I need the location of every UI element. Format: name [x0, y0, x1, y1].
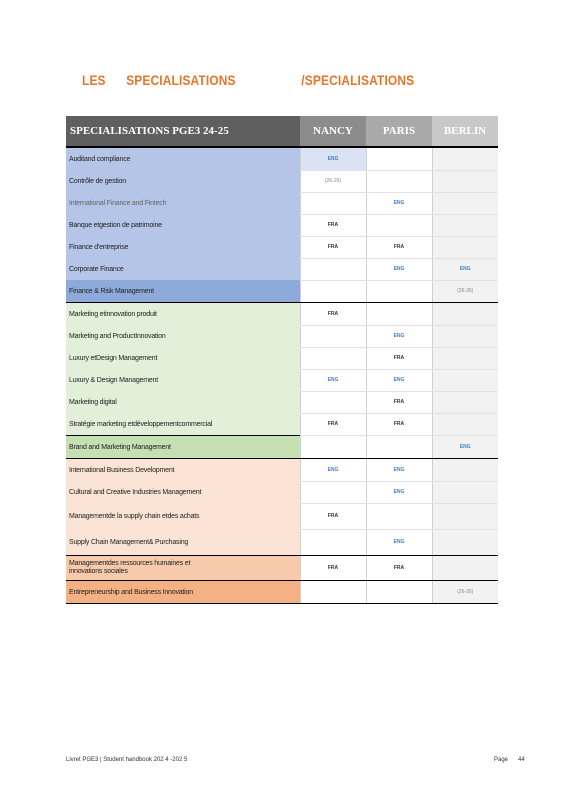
cell-nancy: (26-26) [300, 170, 366, 192]
table-row [66, 369, 498, 391]
row-name: Auditand compliance [66, 147, 300, 170]
footer-text: Livret PGE3 | Student handbook 202 4 -202 5 [66, 757, 188, 763]
table-row [66, 556, 498, 581]
row-name: Luxury & Design Management [66, 369, 300, 391]
table-row [66, 258, 498, 280]
row-name-line2: innovations sociales [69, 568, 128, 575]
cell-berlin: (26-26) [432, 581, 498, 604]
row-name: Banque etgestion de patrimoine [66, 214, 300, 236]
cell-berlin [432, 170, 498, 192]
row-name: Marketing digital [66, 391, 300, 413]
header-paris: PARIS [366, 116, 432, 147]
cell-nancy [300, 280, 366, 303]
specialisations-table [66, 116, 498, 604]
row-name: Managementde la supply chain etdes achats [66, 503, 300, 529]
row-name: Luxury etDesign Management [66, 347, 300, 369]
row-name: Cultural and Creative Industries Management [66, 481, 300, 503]
cell-nancy: FRA [300, 413, 366, 436]
cell-paris: ENG [366, 258, 432, 280]
cell-nancy [300, 192, 366, 214]
row-name: Entrepreneurship and Business Innovation [66, 581, 300, 604]
table-row [66, 214, 498, 236]
cell-berlin: ENG [432, 436, 498, 459]
table-row [66, 170, 498, 192]
cell-nancy: FRA [300, 503, 366, 529]
table-row [66, 436, 498, 459]
header-berlin: BERLIN [432, 116, 498, 147]
table-row [66, 192, 498, 214]
cell-nancy [300, 436, 366, 459]
cell-berlin [432, 413, 498, 436]
cell-nancy [300, 391, 366, 413]
cell-paris [366, 503, 432, 529]
table-row [66, 581, 498, 604]
cell-nancy [300, 581, 366, 604]
cell-berlin [432, 391, 498, 413]
row-name: International Finance and Fintech [66, 192, 300, 214]
table-row [66, 529, 498, 556]
row-name: Marketing etinnovation produit [66, 303, 300, 326]
cell-berlin [432, 347, 498, 369]
cell-nancy [300, 325, 366, 347]
cell-berlin [432, 529, 498, 556]
page-indicator [494, 757, 525, 763]
cell-paris: ENG [366, 481, 432, 503]
cell-berlin [432, 503, 498, 529]
page-number: 44 [518, 757, 525, 763]
cell-paris [366, 214, 432, 236]
cell-berlin [432, 236, 498, 258]
table-header-row [66, 116, 498, 147]
cell-nancy [300, 529, 366, 556]
cell-berlin: ENG [432, 258, 498, 280]
table-row [66, 325, 498, 347]
row-name-line1: Managementdes ressources humaines et [69, 560, 191, 567]
cell-nancy: FRA [300, 556, 366, 581]
cell-nancy: FRA [300, 303, 366, 326]
table-row [66, 236, 498, 258]
cell-paris: FRA [366, 413, 432, 436]
cell-paris: ENG [366, 369, 432, 391]
row-name: International Business Development [66, 459, 300, 482]
cell-paris [366, 170, 432, 192]
cell-nancy [300, 481, 366, 503]
table-row [66, 503, 498, 529]
title-part-specialisations-en: /SPECIALISATIONS [301, 72, 415, 88]
title-part-specialisations: SPECIALISATIONS [126, 72, 236, 88]
cell-berlin [432, 556, 498, 581]
cell-paris: FRA [366, 236, 432, 258]
row-name: Brand and Marketing Management [66, 436, 300, 459]
row-name: Finance & Risk Management [66, 280, 300, 303]
cell-nancy: ENG [300, 147, 366, 170]
cell-berlin [432, 303, 498, 326]
table-row [66, 147, 498, 170]
cell-berlin [432, 192, 498, 214]
cell-nancy: ENG [300, 459, 366, 482]
cell-paris [366, 147, 432, 170]
row-name [66, 556, 300, 581]
row-name: Marketing and ProductInnovation [66, 325, 300, 347]
cell-berlin [432, 369, 498, 391]
cell-berlin [432, 147, 498, 170]
row-name: Contrôle de gestion [66, 170, 300, 192]
row-name: Stratégie marketing etdéveloppementcommercial [66, 413, 300, 436]
row-name: Corporate Finance [66, 258, 300, 280]
cell-nancy: FRA [300, 236, 366, 258]
cell-paris: FRA [366, 391, 432, 413]
cell-paris: ENG [366, 325, 432, 347]
cell-berlin [432, 481, 498, 503]
table-row [66, 481, 498, 503]
table-row [66, 347, 498, 369]
header-specialisations: SPECIALISATIONS PGE3 24-25 [66, 116, 300, 147]
cell-nancy [300, 258, 366, 280]
cell-nancy: FRA [300, 214, 366, 236]
cell-berlin [432, 214, 498, 236]
page-label: Page [494, 757, 509, 763]
row-name: Finance d'entreprise [66, 236, 300, 258]
cell-paris [366, 303, 432, 326]
table-row [66, 303, 498, 326]
cell-berlin: (26-26) [432, 280, 498, 303]
table-row [66, 459, 498, 482]
table-row [66, 413, 498, 436]
header-nancy: NANCY [300, 116, 366, 147]
cell-nancy: ENG [300, 369, 366, 391]
title-part-les: LES [82, 72, 106, 88]
cell-paris: ENG [366, 192, 432, 214]
cell-paris: FRA [366, 347, 432, 369]
cell-paris: ENG [366, 459, 432, 482]
cell-paris: ENG [366, 529, 432, 556]
table-row [66, 280, 498, 303]
cell-paris [366, 436, 432, 459]
cell-berlin [432, 459, 498, 482]
page-title [82, 72, 414, 88]
row-name: Supply Chain Management& Purchasing [66, 529, 300, 556]
cell-berlin [432, 325, 498, 347]
cell-paris: FRA [366, 556, 432, 581]
cell-paris [366, 280, 432, 303]
cell-nancy [300, 347, 366, 369]
cell-paris [366, 581, 432, 604]
table-row [66, 391, 498, 413]
